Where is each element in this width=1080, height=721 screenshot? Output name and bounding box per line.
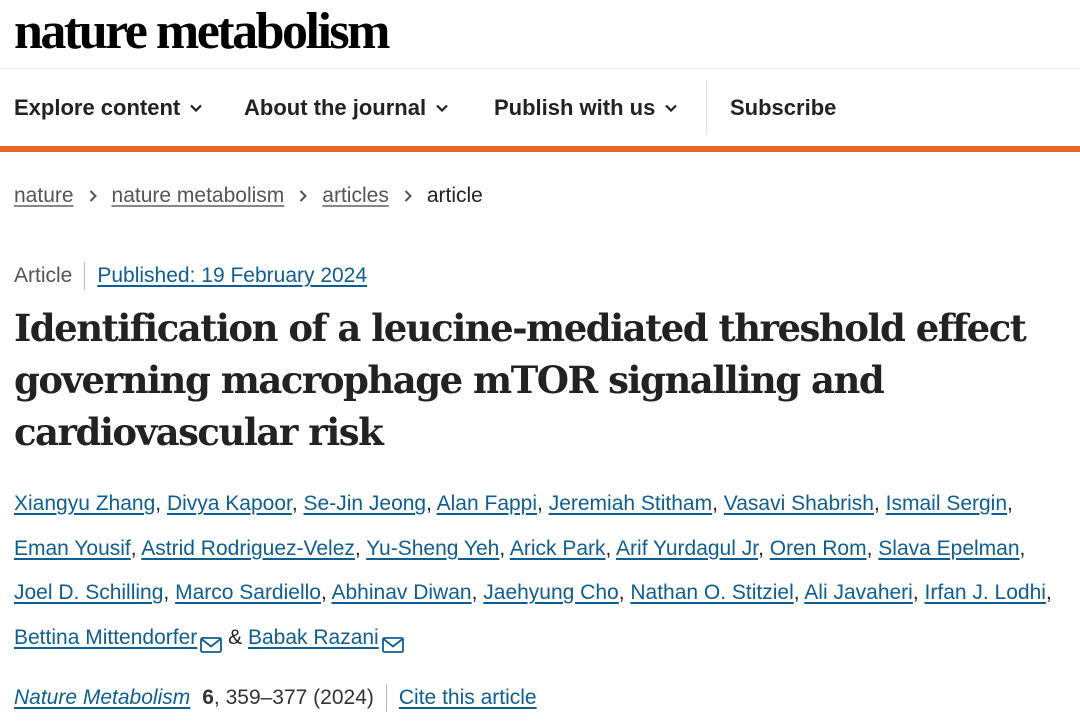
nav-label: Subscribe: [730, 94, 837, 120]
author-link[interactable]: Arick Park: [509, 536, 606, 560]
author-link[interactable]: Bettina Mittendorfer: [14, 625, 198, 649]
chevron-down-icon: [436, 104, 448, 112]
breadcrumb-current: article: [426, 184, 483, 207]
author-link[interactable]: Divya Kapoor: [166, 492, 292, 515]
nav-subscribe[interactable]: [730, 69, 836, 146]
main-nav: [0, 69, 1080, 146]
journal-logo[interactable]: nature metabolism: [14, 3, 388, 60]
mail-icon[interactable]: [382, 625, 404, 670]
nav-label: Publish with us: [494, 94, 656, 120]
breadcrumb-articles[interactable]: articles: [322, 184, 389, 207]
author-separator: &: [228, 625, 243, 649]
chevron-down-icon: [665, 104, 677, 112]
author-link[interactable]: Alan Fappi: [436, 492, 538, 515]
site-header: [0, 0, 1080, 69]
author-link[interactable]: Marco Sardiello: [175, 581, 321, 604]
author-link[interactable]: Jeremiah Stitham: [548, 492, 713, 515]
breadcrumb-nature-metabolism[interactable]: nature metabolism: [111, 184, 285, 207]
author-link[interactable]: Jaehyung Cho: [483, 581, 619, 604]
citation: [14, 684, 537, 712]
author-link[interactable]: Babak Razani: [247, 625, 379, 649]
nav-label: About the journal: [244, 94, 427, 120]
pages-year: , 359–377 (2024): [213, 686, 374, 709]
author-link[interactable]: Ismail Sergin: [885, 492, 1008, 515]
author-link[interactable]: Oren Rom: [769, 536, 867, 560]
author-link[interactable]: Arif Yurdagul Jr: [616, 536, 759, 560]
cite-this-article-link[interactable]: Cite this article: [398, 686, 537, 709]
citation-divider: [386, 684, 387, 712]
chevron-right-icon: [89, 190, 97, 202]
breadcrumb: [14, 184, 483, 208]
author-list: Xiangyu Zhang, Divya Kapoor, Se-Jin Jeong, Alan Fappi, Jeremiah Stitham, Vasavi Shabrish, Ismail Sergin, Eman Yousif, Astrid Rodriguez-Velez, Yu-Sheng Yeh, Arick Park, Arif Yurdagul Jr, Oren Rom, Slava Epelman, Joel D. Schilling, Marco Sardiello, Abhinav Diwan, Jaehyung Cho, Nathan O. Stitziel, Ali Javaheri, Irfan J. Lodhi, Bettina Mittendorfer & Babak Razani: [14, 482, 1069, 669]
chevron-down-icon: [190, 104, 202, 112]
author-link[interactable]: Ali Javaheri: [804, 581, 913, 604]
article-type: Article: [14, 264, 73, 287]
author-link[interactable]: Xiangyu Zhang: [14, 492, 156, 515]
chevron-right-icon: [404, 190, 412, 202]
accent-bar: [0, 146, 1080, 152]
article-meta: [14, 262, 367, 290]
author-link[interactable]: Eman Yousif: [14, 536, 131, 560]
nav-explore-content[interactable]: [14, 69, 202, 146]
author-link[interactable]: Astrid Rodriguez-Velez: [141, 536, 355, 560]
volume-number: 6: [202, 686, 214, 709]
journal-link[interactable]: Nature Metabolism: [14, 686, 191, 709]
author-link[interactable]: Se-Jin Jeong: [303, 492, 427, 515]
meta-divider: [84, 262, 85, 290]
nav-about-journal[interactable]: [244, 69, 448, 146]
nav-divider: [706, 80, 707, 134]
published-date-link[interactable]: Published: 19 February 2024: [97, 264, 368, 287]
nav-publish-with-us[interactable]: [494, 69, 677, 146]
author-link[interactable]: Joel D. Schilling: [14, 581, 164, 604]
author-link[interactable]: Nathan O. Stitziel: [630, 581, 794, 604]
author-link[interactable]: Slava Epelman: [878, 536, 1020, 560]
breadcrumb-nature[interactable]: nature: [14, 184, 74, 207]
nav-label: Explore content: [14, 94, 181, 120]
article-title: Identification of a leucine-mediated threshold effect governing macrophage mTOR signalling and cardiovascular risk: [14, 306, 1026, 454]
author-link[interactable]: Vasavi Shabrish: [723, 492, 874, 515]
mail-icon[interactable]: [200, 625, 222, 670]
author-link[interactable]: Irfan J. Lodhi: [924, 581, 1046, 604]
author-link[interactable]: Abhinav Diwan: [331, 581, 472, 604]
author-link[interactable]: Yu-Sheng Yeh: [366, 536, 500, 560]
chevron-right-icon: [299, 190, 307, 202]
